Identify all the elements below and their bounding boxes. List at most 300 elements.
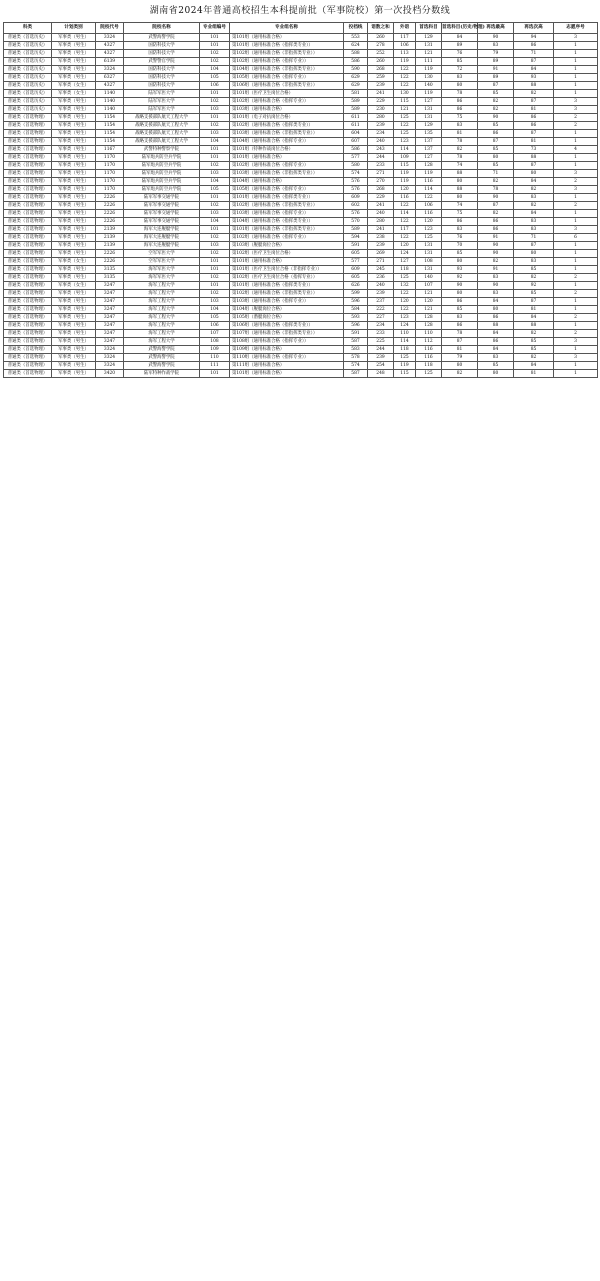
table-cell: 普通类（首选物理）	[4, 266, 52, 274]
table-cell: 海军工程大学	[124, 306, 200, 314]
table-cell: 244	[368, 346, 394, 354]
table-cell: 90	[478, 194, 514, 202]
table-cell: 军事类（女生）	[52, 90, 96, 98]
table-cell: 普通类（首选物理）	[4, 362, 52, 370]
table-cell: 94	[514, 34, 554, 42]
table-cell: 3324	[96, 34, 124, 42]
table-cell: 1154	[96, 138, 124, 146]
table-cell: 74	[442, 202, 478, 210]
table-cell: 91	[478, 66, 514, 74]
table-cell: 222	[368, 306, 394, 314]
table-cell: 普通类（首选物理）	[4, 114, 52, 122]
table-cell: 军事类（男生）	[52, 322, 96, 330]
table-cell: 83	[514, 218, 554, 226]
table-cell: 陆军军事交通学院	[124, 218, 200, 226]
column-header: 首选科目	[416, 23, 442, 34]
table-cell: 111	[416, 58, 442, 66]
table-cell: 102	[200, 122, 230, 130]
table-cell: 1140	[96, 90, 124, 98]
table-row	[4, 170, 598, 178]
table-cell: 591	[344, 242, 368, 250]
table-row	[4, 250, 598, 258]
table-cell: 578	[344, 354, 368, 362]
table-cell: 陆军军医大学	[124, 90, 200, 98]
table-cell: 普通类（首选历史）	[4, 82, 52, 90]
table-cell: 101	[200, 194, 230, 202]
table-cell: 国防科技大学	[124, 82, 200, 90]
table-cell: 87	[514, 162, 554, 170]
table-cell: 普通类（首选物理）	[4, 186, 52, 194]
table-cell: 587	[344, 338, 368, 346]
table-cell: 88	[442, 170, 478, 178]
table-row	[4, 234, 598, 242]
table-cell: 陆军军事交通学院	[124, 210, 200, 218]
table-cell: 军事类（男生）	[52, 34, 96, 42]
table-cell: 123	[394, 138, 416, 146]
table-cell: 128	[416, 162, 442, 170]
table-cell: 116	[416, 354, 442, 362]
table-cell: 75	[442, 210, 478, 218]
table-cell: 86	[514, 114, 554, 122]
table-cell: 122	[394, 82, 416, 90]
table-cell: 普通类（首选历史）	[4, 58, 52, 66]
table-cell: 122	[394, 234, 416, 242]
table-cell: 2139	[96, 242, 124, 250]
table-cell: 116	[416, 346, 442, 354]
table-cell: 611	[344, 114, 368, 122]
table-cell: 军事类（男生）	[52, 354, 96, 362]
table-cell: 普通类（首选历史）	[4, 90, 52, 98]
table-cell: 84	[478, 346, 514, 354]
table-cell: 120	[394, 242, 416, 250]
table-cell: 第101组（通用标准合格）	[230, 258, 344, 266]
table-cell: 583	[344, 346, 368, 354]
table-cell: 87	[442, 338, 478, 346]
column-header: 志愿序号	[554, 23, 598, 34]
table-cell: 93	[514, 74, 554, 82]
table-cell: 137	[416, 138, 442, 146]
table-cell: 84	[514, 210, 554, 218]
table-cell: 259	[368, 74, 394, 82]
column-header: 再选最高	[478, 23, 514, 34]
table-cell: 1	[554, 322, 598, 330]
table-cell: 71	[514, 234, 554, 242]
table-cell: 609	[344, 194, 368, 202]
table-cell: 2139	[96, 234, 124, 242]
table-cell: 122	[394, 218, 416, 226]
table-cell: 87	[514, 130, 554, 138]
table-cell: 普通类（首选物理）	[4, 170, 52, 178]
table-cell: 82	[514, 330, 554, 338]
table-cell: 70	[442, 242, 478, 250]
table-cell: 1170	[96, 178, 124, 186]
table-cell: 海军工程大学	[124, 298, 200, 306]
table-cell: 225	[368, 338, 394, 346]
table-cell: 第102组（医疗卫生岗位合格）	[230, 250, 344, 258]
table-cell: 594	[344, 234, 368, 242]
table-row	[4, 202, 598, 210]
table-cell: 101	[200, 114, 230, 122]
table-cell: 92	[442, 274, 478, 282]
table-row	[4, 66, 598, 74]
table-cell: 第101组（通用标准合格）	[230, 370, 344, 378]
table-cell: 83	[442, 74, 478, 82]
score-table	[3, 22, 598, 378]
table-cell: 普通类（首选物理）	[4, 250, 52, 258]
table-cell: 589	[344, 226, 368, 234]
table-cell: 88	[478, 322, 514, 330]
table-cell: 1170	[96, 186, 124, 194]
table-cell: 85	[442, 306, 478, 314]
table-cell: 80	[478, 306, 514, 314]
table-cell: 85	[514, 290, 554, 298]
table-cell: 普通类（首选物理）	[4, 354, 52, 362]
table-cell: 102	[200, 250, 230, 258]
table-cell: 普通类（首选历史）	[4, 50, 52, 58]
table-cell: 234	[368, 322, 394, 330]
table-cell: 海军军医大学	[124, 266, 200, 274]
table-cell: 576	[344, 178, 368, 186]
table-cell: 120	[416, 218, 442, 226]
table-cell: 82	[442, 370, 478, 378]
table-cell: 陆军军事交通学院	[124, 202, 200, 210]
table-cell: 106	[416, 202, 442, 210]
table-cell: 普通类（首选物理）	[4, 282, 52, 290]
table-cell: 3247	[96, 290, 124, 298]
table-cell: 3324	[96, 362, 124, 370]
table-cell: 74	[442, 162, 478, 170]
table-cell: 101	[200, 226, 230, 234]
table-cell: 92	[514, 282, 554, 290]
table-cell: 普通类（首选物理）	[4, 322, 52, 330]
table-cell: 军事类（男生）	[52, 106, 96, 114]
table-row	[4, 138, 598, 146]
table-cell: 270	[368, 178, 394, 186]
table-cell: 75	[442, 114, 478, 122]
table-cell: 105	[200, 186, 230, 194]
table-cell: 122	[394, 66, 416, 74]
table-cell: 83	[478, 354, 514, 362]
table-cell: 86	[442, 298, 478, 306]
table-cell: 130	[416, 74, 442, 82]
table-cell: 战略支援部队航天工程大学	[124, 138, 200, 146]
table-cell: 243	[368, 146, 394, 154]
table-cell: 军事类（男生）	[52, 58, 96, 66]
table-cell: 107	[200, 330, 230, 338]
table-cell: 87	[478, 202, 514, 210]
table-cell: 第101组（医疗卫生岗位合格）	[230, 90, 344, 98]
table-cell: 122	[394, 122, 416, 130]
table-row	[4, 306, 598, 314]
table-cell: 629	[344, 74, 368, 82]
table-cell: 82	[478, 178, 514, 186]
table-cell: 83	[514, 258, 554, 266]
table-cell: 84	[514, 362, 554, 370]
table-cell: 115	[394, 370, 416, 378]
table-cell: 国防科技大学	[124, 50, 200, 58]
table-cell: 609	[344, 266, 368, 274]
table-cell: 120	[416, 298, 442, 306]
table-cell: 101	[200, 146, 230, 154]
table-cell: 110	[416, 330, 442, 338]
table-cell: 553	[344, 34, 368, 42]
table-cell: 军事类（男生）	[52, 314, 96, 322]
table-cell: 第101组（通用标准合格（指挥类专业））	[230, 282, 344, 290]
table-cell: 81	[442, 346, 478, 354]
table-cell: 4327	[96, 42, 124, 50]
table-cell: 第102组（通用标准合格（非指挥类专业））	[230, 50, 344, 58]
table-row	[4, 290, 598, 298]
table-cell: 第103组（舰艇岗位合格）	[230, 242, 344, 250]
table-cell: 123	[416, 226, 442, 234]
table-cell: 86	[442, 98, 478, 106]
table-cell: 武警海警学院	[124, 362, 200, 370]
table-cell: 军事类（男生）	[52, 98, 96, 106]
table-cell: 119	[416, 90, 442, 98]
table-cell: 6139	[96, 58, 124, 66]
table-body	[4, 34, 598, 378]
table-cell: 119	[416, 66, 442, 74]
table-cell: 军事类（男生）	[52, 290, 96, 298]
table-cell: 88	[442, 186, 478, 194]
table-cell: 第102组（通用标准合格（指挥专业））	[230, 58, 344, 66]
table-cell: 3247	[96, 282, 124, 290]
table-cell: 85	[478, 122, 514, 130]
table-cell: 84	[478, 330, 514, 338]
table-cell: 普通类（首选物理）	[4, 138, 52, 146]
table-header-row	[4, 23, 598, 34]
table-row	[4, 162, 598, 170]
table-cell: 114	[394, 210, 416, 218]
table-cell: 240	[368, 282, 394, 290]
table-cell: 78	[478, 186, 514, 194]
table-cell: 233	[368, 330, 394, 338]
table-cell: 233	[368, 162, 394, 170]
table-cell: 第103组（通用标准合格（指挥专业））	[230, 298, 344, 306]
table-cell: 83	[442, 122, 478, 130]
table-cell: 104	[200, 138, 230, 146]
table-cell: 武警警官学院	[124, 58, 200, 66]
table-cell: 135	[416, 130, 442, 138]
table-cell: 102	[200, 234, 230, 242]
table-cell: 军事类（男生）	[52, 362, 96, 370]
table-cell: 普通类（首选物理）	[4, 210, 52, 218]
table-cell: 海军工程大学	[124, 322, 200, 330]
table-cell: 第101组（通用标准合格（非指挥类专业））	[230, 226, 344, 234]
table-cell: 第111组（通用标准合格）	[230, 362, 344, 370]
table-cell: 6327	[96, 74, 124, 82]
table-row	[4, 370, 598, 378]
table-cell: 125	[394, 274, 416, 282]
table-cell: 2226	[96, 202, 124, 210]
table-cell: 108	[200, 338, 230, 346]
table-cell: 86	[442, 218, 478, 226]
table-cell: 103	[200, 242, 230, 250]
table-cell: 101	[200, 258, 230, 266]
table-cell: 229	[368, 194, 394, 202]
table-cell: 626	[344, 282, 368, 290]
table-cell: 3135	[96, 266, 124, 274]
table-cell: 海军大连舰艇学院	[124, 242, 200, 250]
table-cell: 3247	[96, 306, 124, 314]
table-cell: 军事类（男生）	[52, 146, 96, 154]
table-cell: 119	[394, 170, 416, 178]
table-cell: 80	[442, 362, 478, 370]
table-cell: 3247	[96, 314, 124, 322]
table-cell: 普通类（首选物理）	[4, 290, 52, 298]
table-cell: 第105组（通用标准合格（指挥专业））	[230, 186, 344, 194]
table-cell: 1	[554, 282, 598, 290]
table-cell: 234	[368, 130, 394, 138]
table-cell: 军事类（女生）	[52, 282, 96, 290]
table-cell: 104	[200, 306, 230, 314]
table-cell: 90	[442, 282, 478, 290]
table-cell: 空军军医大学	[124, 258, 200, 266]
table-cell: 239	[368, 82, 394, 90]
table-cell: 军事类（女生）	[52, 258, 96, 266]
table-cell: 230	[368, 106, 394, 114]
table-row	[4, 122, 598, 130]
table-cell: 101	[200, 370, 230, 378]
table-cell: 117	[394, 226, 416, 234]
table-cell: 1	[554, 154, 598, 162]
table-cell: 229	[368, 98, 394, 106]
table-cell: 军事类（男生）	[52, 42, 96, 50]
table-cell: 125	[416, 234, 442, 242]
table-cell: 103	[200, 298, 230, 306]
table-cell: 81	[514, 306, 554, 314]
table-cell: 72	[442, 66, 478, 74]
table-cell: 第106组（通用标准合格（指挥类专业））	[230, 322, 344, 330]
table-cell: 570	[344, 218, 368, 226]
table-cell: 119	[394, 178, 416, 186]
table-cell: 102	[200, 50, 230, 58]
table-cell: 103	[200, 210, 230, 218]
table-cell: 252	[368, 50, 394, 58]
table-cell: 1	[554, 138, 598, 146]
table-cell: 普通类（首选物理）	[4, 298, 52, 306]
table-cell: 278	[368, 42, 394, 50]
table-cell: 102	[200, 98, 230, 106]
table-cell: 101	[200, 282, 230, 290]
table-cell: 90	[478, 250, 514, 258]
table-cell: 122	[394, 306, 416, 314]
table-cell: 82	[442, 146, 478, 154]
table-cell: 海军大连舰艇学院	[124, 234, 200, 242]
table-cell: 71	[514, 50, 554, 58]
table-cell: 82	[514, 90, 554, 98]
table-cell: 战略支援部队航天工程大学	[124, 114, 200, 122]
table-cell: 3	[554, 106, 598, 114]
table-cell: 125	[394, 354, 416, 362]
table-cell: 116	[416, 178, 442, 186]
table-cell: 3247	[96, 322, 124, 330]
table-cell: 271	[368, 258, 394, 266]
table-cell: 116	[394, 194, 416, 202]
table-cell: 陆军炮兵防空兵学院	[124, 170, 200, 178]
table-cell: 131	[416, 106, 442, 114]
table-cell: 普通类（首选物理）	[4, 194, 52, 202]
table-cell: 577	[344, 258, 368, 266]
table-row	[4, 186, 598, 194]
column-header: 院校代号	[96, 23, 124, 34]
table-cell: 102	[200, 202, 230, 210]
table-cell: 121	[416, 290, 442, 298]
table-cell: 第102组（通用标准合格（指挥类专业））	[230, 122, 344, 130]
table-cell: 1	[554, 218, 598, 226]
table-row	[4, 258, 598, 266]
table-cell: 118	[394, 346, 416, 354]
table-cell: 陆军军医大学	[124, 98, 200, 106]
table-cell: 普通类（首选物理）	[4, 234, 52, 242]
table-cell: 86	[478, 130, 514, 138]
table-cell: 88	[514, 322, 554, 330]
table-cell: 军事类（男生）	[52, 266, 96, 274]
table-cell: 军事类（男生）	[52, 218, 96, 226]
table-cell: 580	[344, 162, 368, 170]
table-cell: 248	[368, 370, 394, 378]
table-cell: 85	[478, 162, 514, 170]
table-cell: 101	[200, 90, 230, 98]
table-cell: 空军军医大学	[124, 250, 200, 258]
table-cell: 军事类（女生）	[52, 82, 96, 90]
table-cell: 武警海警学院	[124, 346, 200, 354]
table-cell: 76	[442, 50, 478, 58]
table-cell: 83	[478, 290, 514, 298]
table-cell: 260	[368, 58, 394, 66]
table-cell: 1	[554, 250, 598, 258]
table-cell: 80	[442, 82, 478, 90]
table-cell: 1140	[96, 98, 124, 106]
table-cell: 1154	[96, 130, 124, 138]
table-cell: 127	[416, 154, 442, 162]
table-cell: 第103组（通用标准合格）	[230, 106, 344, 114]
table-cell: 普通类（首选历史）	[4, 74, 52, 82]
table-cell: 89	[478, 58, 514, 66]
table-cell: 战略支援部队航天工程大学	[124, 122, 200, 130]
table-cell: 602	[344, 202, 368, 210]
table-cell: 3247	[96, 298, 124, 306]
table-row	[4, 154, 598, 162]
table-cell: 605	[344, 274, 368, 282]
table-cell: 84	[442, 34, 478, 42]
table-cell: 普通类（首选物理）	[4, 202, 52, 210]
table-cell: 1167	[96, 146, 124, 154]
table-cell: 2226	[96, 210, 124, 218]
table-cell: 629	[344, 82, 368, 90]
table-cell: 84	[514, 178, 554, 186]
table-cell: 1170	[96, 154, 124, 162]
table-row	[4, 98, 598, 106]
table-cell: 83	[514, 226, 554, 234]
table-cell: 245	[368, 266, 394, 274]
table-cell: 3	[554, 354, 598, 362]
table-cell: 86	[514, 42, 554, 50]
table-cell: 3247	[96, 338, 124, 346]
table-cell: 4	[554, 146, 598, 154]
table-row	[4, 338, 598, 346]
table-cell: 军事类（男生）	[52, 114, 96, 122]
table-cell: 125	[394, 114, 416, 122]
table-cell: 第103组（通用标准合格（非指挥类专业））	[230, 170, 344, 178]
table-cell: 81	[514, 370, 554, 378]
table-cell: 第110组（通用标准合格（指挥专业））	[230, 354, 344, 362]
table-cell: 3420	[96, 370, 124, 378]
table-cell: 第101组（通用标准合格（指挥类专业））	[230, 194, 344, 202]
table-cell: 588	[344, 50, 368, 58]
table-cell: 军事类（男生）	[52, 234, 96, 242]
table-cell: 第106组（通用标准合格（非指挥类专业））	[230, 82, 344, 90]
